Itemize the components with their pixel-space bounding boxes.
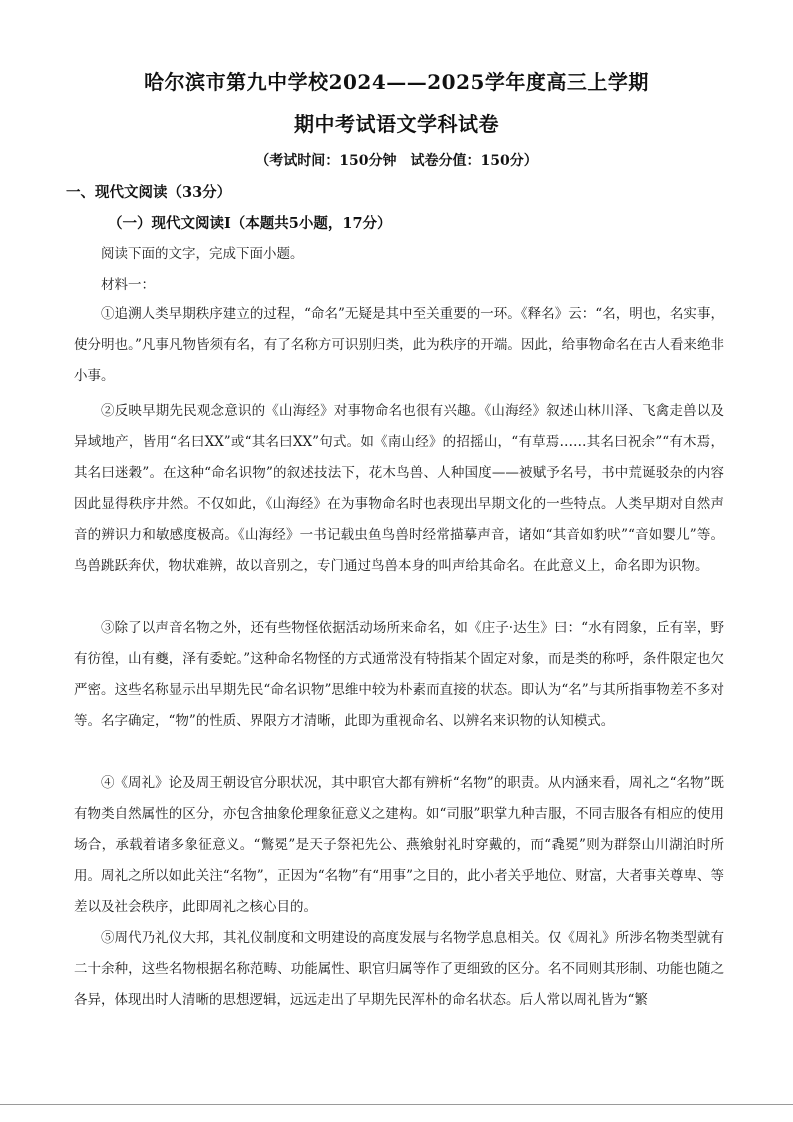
reading-instruction: 阅读下面的文字，完成下面小题。: [101, 246, 304, 262]
exam-info: （考试时间：150分钟 试卷分值：150分）: [255, 153, 538, 169]
paragraph-2: ②反映早期先民观念意识的《山海经》对事物命名也很有兴趣。《山海经》叙述山林川泽、飞禽走兽以及异域地产，皆用“名曰XX”或“其名曰XX”句式。如《南山经》的招摇山，“有草焉……其名曰祝余”“有木焉，其名曰迷穀”。在这种“命名识物”的叙述技法下，花木鸟兽、人种国度——被赋予名号，书中荒诞驳杂的内容因此显得秩序井然。不仅如此，《山海经》在为事物命名时也表现出早期文化的一些特点。人类早期对自然声音的辨识力和敏感度极高。《山海经》一书记载虫鱼鸟兽时经常描摹声音，诸如“其音如豹吠”“音如婴儿”等。鸟兽跳跃奔伏，物状难辨，故以音别之，专门通过鸟兽本身的叫声给其命名。在此意义上，命名即为识物。: [74, 403, 724, 574]
paragraph-4: ④《周礼》论及周王朝设官分职状况，其中职官大都有辨析“名物”的职责。从内涵来看，周礼之“名物”既有物类自然属性的区分，亦包含抽象伦理象征意义之建构。如“司服”职掌九种吉服，不同吉服各有相应的使用场合，承载着诸多象征意义。“鷩冕”是天子祭祀先公、燕飨射礼时穿戴的，而“毳冕”则为群祭山川湖泊时所用。周礼之所以如此关注“名物”，正因为“名物”有“用事”之目的，此小者关乎地位、财富，大者事关尊卑、等差以及社会秩序，此即周礼之核心目的。: [74, 775, 724, 915]
exam-title-line2: 期中考试语文学科试卷: [294, 112, 499, 136]
paragraph-3: ③除了以声音名物之外，还有些物怪依据活动场所来命名，如《庄子·达生》曰：“水有罔象，丘有峷，野有彷徨，山有夔，泽有委蛇。”这种命名物怪的方式通常没有特指某个固定对象，而是类的称呼，条件限定也欠严密。这些名称显示出早期先民“命名识物”思维中较为朴素而直接的状态。即认为“名”与其所指事物差不多对等。名字确定，“物”的性质、界限方才清晰，此即为重视命名、以辨名来识物的认知模式。: [74, 620, 724, 729]
page-bottom-divider: [0, 1104, 793, 1105]
paragraph-5: ⑤周代乃礼仪大邦，其礼仪制度和文明建设的高度发展与名物学息息相关。仅《周礼》所涉名物类型就有二十余种，这些名物根据名称范畴、功能属性、职官归属等作了更细致的区分。名不同则其形制、功能也随之各异，体现出时人清晰的思想逻辑，远远走出了早期先民浑朴的命名状态。后人常以周礼皆为“繁: [74, 930, 724, 1008]
paragraph-1: ①追溯人类早期秩序建立的过程，“命名”无疑是其中至关重要的一环。《释名》云：“名，明也，名实事，使分明也。”凡事凡物皆须有名，有了名称方可识别归类，此为秩序的开端。因此，给事物命名在古人看来绝非小事。: [74, 306, 724, 384]
subsection-heading: （一）现代文阅读Ⅰ（本题共5小题，17分）: [108, 215, 392, 232]
section-heading: 一、现代文阅读（33分）: [66, 184, 232, 201]
material-label: 材料一：: [101, 277, 155, 293]
exam-title-line1: 哈尔滨市第九中学校2024——2025学年度高三上学期: [144, 70, 649, 94]
